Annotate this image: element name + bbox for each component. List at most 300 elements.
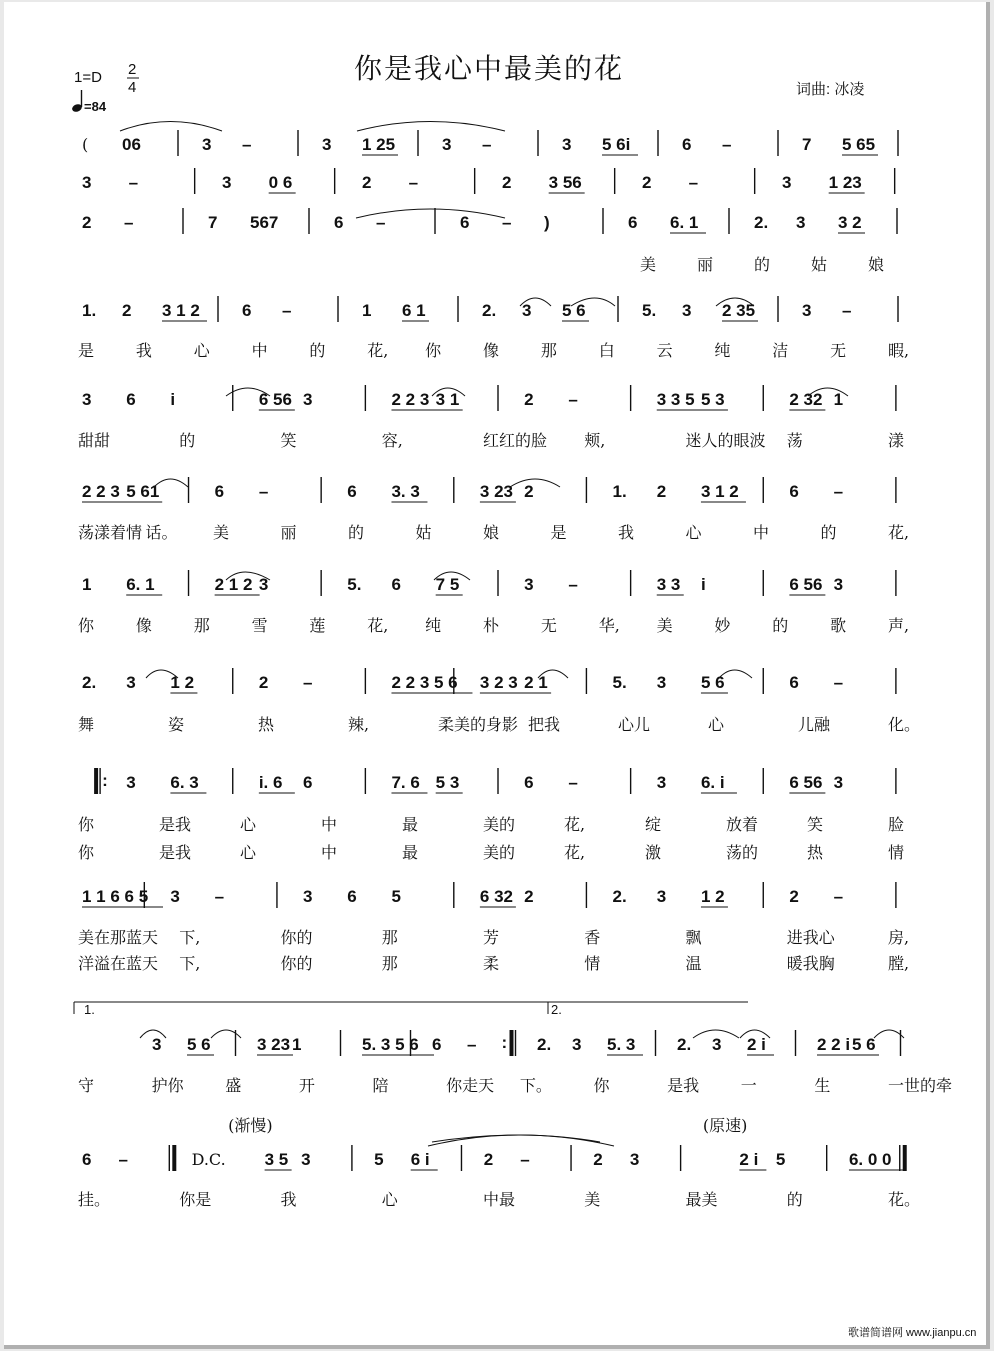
lyric-syllable: 花, [888, 523, 910, 542]
note-group: 5 6 [852, 1035, 876, 1054]
note-group: 6. 0 0 [848, 1150, 892, 1169]
note-group: 2 [656, 482, 667, 501]
note-group: 6 [347, 482, 357, 501]
note-group: 6 [347, 887, 357, 906]
lyric-syllable: 你是 [179, 1190, 212, 1209]
note-group: 1 [362, 301, 372, 320]
note-group: 2 [82, 213, 92, 232]
note-group: 2 [483, 1150, 494, 1169]
lyric-syllable-verse2: 你 [78, 843, 95, 862]
note-group: 1 25 [362, 135, 396, 154]
note-group: 3 1 2 [700, 482, 739, 501]
note-group: 7 [208, 213, 218, 232]
note-group: 3 [322, 135, 332, 154]
lyric-syllable: 花, [367, 341, 389, 360]
note-group: 5 65 [842, 135, 876, 154]
note-group: 3 [442, 135, 452, 154]
lyric-syllable: 雪 [251, 616, 268, 635]
lyric-syllable: 你 [78, 616, 95, 635]
lyric-syllable-verse2: 膛, [888, 954, 910, 973]
note-group: 2. [612, 887, 627, 906]
note-group: 3 [712, 1035, 722, 1054]
watermark: 歌谱简谱网 www.jianpu.cn [848, 1327, 977, 1339]
note-group: 5. 3 5 6 [362, 1035, 419, 1054]
lyric-syllable: 辣, [348, 715, 370, 734]
note-group: 2 i [739, 1150, 759, 1169]
lyric-syllable: 的 [348, 523, 365, 542]
note-group: 3 [629, 1150, 640, 1169]
lyric-syllable: 华, [598, 616, 620, 635]
note-group: 5 6 [187, 1035, 211, 1054]
note-group: 2 2 3 [82, 482, 120, 501]
note-group: 6 [82, 1150, 92, 1169]
note-group: 2 [524, 482, 534, 501]
note-group: 3 [82, 390, 92, 409]
note-group: 2 32 [789, 390, 823, 409]
lyric-syllable: 丽 [280, 523, 297, 542]
lyric-syllable: 那 [381, 928, 398, 947]
lyric-syllable: 美 [640, 255, 657, 274]
note-group: i [700, 575, 706, 594]
note-group: 2 [593, 1150, 603, 1169]
lyric-syllable: 心 [240, 815, 257, 834]
note-group: – [520, 1150, 530, 1169]
lyric-syllable: 舞 [78, 715, 95, 734]
note-group: 3 [303, 390, 313, 409]
lyric-syllable: 漾 [888, 431, 905, 450]
volta-2-label: 2. [551, 1002, 562, 1017]
lyric-syllable: 的 [820, 523, 837, 542]
lyric-syllable: 我 [618, 523, 635, 542]
note-group: 1 [833, 390, 844, 409]
lyric-syllable-verse2: 激 [645, 843, 662, 862]
lyric-syllable: 容, [381, 431, 403, 450]
lyric-syllable-verse2: 花, [564, 843, 586, 862]
lyric-syllable: 笑 [280, 431, 297, 450]
lyric-syllable: 进我心 [786, 928, 835, 947]
note-group: 3 [258, 575, 269, 594]
lyric-syllable-verse2: 你的 [280, 954, 313, 973]
note-group: – [833, 482, 844, 501]
lyric-syllable: 一世的牵 [888, 1076, 953, 1095]
note-group: 3 [522, 301, 532, 320]
lyric-syllable: 的 [179, 431, 196, 450]
note-group: 1 23 [828, 173, 862, 192]
lyric-syllable: 像 [135, 616, 152, 635]
lyric-syllable-verse2: 情 [888, 843, 905, 862]
note-group: 567 [250, 213, 279, 232]
lyric-syllable-verse2: 洋溢在蓝天 [78, 954, 159, 973]
lyric-syllable: 白 [598, 341, 615, 360]
note-group: 3 1 2 [162, 301, 200, 320]
note-group: 3 [656, 773, 667, 792]
lyric-syllable-verse2: 是我 [159, 843, 192, 862]
note-group: 6 [303, 773, 313, 792]
lyric-syllable: 姑 [415, 523, 432, 542]
note-group: 2 i [747, 1035, 766, 1054]
note-group: 5 3 [435, 773, 460, 792]
note-group: 2 [789, 887, 799, 906]
note-group: 2. [754, 213, 769, 232]
note-group: 2 2 i [817, 1035, 851, 1054]
lyric-syllable: 儿融 [798, 715, 831, 734]
bracket: ( [82, 135, 89, 154]
lyric-syllable: 像 [483, 341, 500, 360]
note-group: 6 [682, 135, 692, 154]
lyric-syllable: 你 [78, 815, 95, 834]
lyric-syllable: 中 [321, 815, 338, 834]
note-group: – [502, 213, 512, 232]
note-group: 5 [391, 887, 401, 906]
repeat-dots: : [501, 1033, 508, 1052]
lyric-syllable: 香 [584, 928, 601, 947]
note-group: 5 [775, 1150, 786, 1169]
lyric-syllable: 我 [135, 341, 152, 360]
lyric-syllable: 美 [656, 616, 673, 635]
lyric-syllable: 的 [786, 1190, 803, 1209]
lyric-syllable: 颊, [584, 431, 606, 450]
note-group: 6 [524, 773, 534, 792]
lyric-syllable: 我 [280, 1190, 297, 1209]
lyric-syllable: 挂。 [78, 1190, 111, 1209]
lyric-syllable: 花, [367, 616, 389, 635]
note-group: 6 56 [258, 390, 292, 409]
note-group: 6 [391, 575, 401, 594]
lyric-syllable: 莲 [309, 616, 326, 635]
note-group: 5. [612, 673, 627, 692]
note-group: 1. [82, 301, 97, 320]
lyric-syllable: 你的 [280, 928, 313, 947]
note-group: 6 [789, 673, 799, 692]
lyric-syllable: 荡漾着情 [78, 523, 143, 542]
note-group: 2 35 [722, 301, 756, 320]
key-signature: 1=D [74, 69, 102, 86]
lyric-syllable: 心 [708, 715, 725, 734]
lyric-syllable: 你 [593, 1076, 610, 1095]
performance-mark: (渐慢) [228, 1116, 273, 1135]
lyric-syllable: 云 [656, 341, 673, 360]
lyric-syllable: 甜甜 [78, 431, 111, 450]
lyric-syllable: 美 [584, 1190, 601, 1209]
note-group: 6 1 [402, 301, 426, 320]
note-group: 3 [202, 135, 212, 154]
lyric-syllable: 守 [78, 1076, 95, 1095]
lyric-syllable: 护你 [151, 1076, 184, 1095]
bracket: ) [544, 213, 550, 232]
note-group: 2 [524, 390, 534, 409]
note-group: 3 23 [479, 482, 513, 501]
note-group: 6 56 [789, 575, 823, 594]
lyric-syllable: 丽 [697, 255, 714, 274]
lyric-syllable: 最 [402, 815, 419, 834]
note-group: – [214, 887, 225, 906]
note-group: – [568, 390, 578, 409]
note-group: – [303, 673, 313, 692]
note-group: 5 [374, 1150, 384, 1169]
credits: 词曲: 冰凌 [796, 81, 865, 98]
lyric-syllable: 纯 [425, 616, 442, 635]
lyric-syllable: 飘 [685, 928, 702, 947]
lyric-syllable: 心儿 [618, 715, 651, 734]
note-group: – [242, 135, 252, 154]
note-group: 6. 1 [670, 213, 699, 232]
note-group: 7. 6 [391, 773, 420, 792]
note-group: 3 [572, 1035, 582, 1054]
time-signature-bottom: 4 [128, 79, 137, 96]
note-group: 1 [292, 1035, 302, 1054]
note-group: 3 2 [838, 213, 862, 232]
lyric-syllable: 心 [193, 341, 210, 360]
lyric-syllable: 下, [179, 928, 201, 947]
lyric-syllable: 无 [830, 341, 847, 360]
note-group: – [118, 1150, 128, 1169]
note-group: 6 [628, 213, 638, 232]
note-group: 6. 3 [170, 773, 199, 792]
lyric-syllable: 中最 [483, 1190, 516, 1209]
lyric-syllable: 房, [888, 928, 910, 947]
note-group: 3 [82, 173, 92, 192]
note-group: 3 3 [656, 575, 681, 594]
lyric-syllable-verse2: 下, [179, 954, 201, 973]
note-group: 2 [122, 301, 132, 320]
lyric-syllable: 姑 [811, 255, 828, 274]
lyric-syllable: 美的 [483, 815, 516, 834]
lyric-syllable: 无 [540, 616, 557, 635]
lyric-syllable-verse2: 美的 [483, 843, 516, 862]
lyric-syllable: 迷人的眼波 [685, 431, 766, 450]
note-group: 3 [524, 575, 534, 594]
note-group: – [722, 135, 732, 154]
lyric-syllable: 娘 [868, 255, 885, 274]
note-group: 6 [214, 482, 225, 501]
notes-layer [82, 130, 905, 1171]
note-group: 6 [334, 213, 344, 232]
lyric-syllable: 红红的脸 [483, 431, 548, 450]
lyric-syllable: 的 [772, 616, 789, 635]
note-group: 2. [482, 301, 497, 320]
lyric-syllable: 中 [753, 523, 770, 542]
lyric-syllable-verse2: 热 [807, 843, 824, 862]
lyric-syllable: 声, [888, 616, 910, 635]
lyric-syllable: 绽 [645, 815, 662, 834]
note-group: 7 [802, 135, 812, 154]
note-group: 3 [170, 887, 180, 906]
note-group: 3 [303, 887, 313, 906]
note-group: – [124, 213, 134, 232]
time-signature-top: 2 [128, 61, 137, 78]
lyric-syllable-verse2: 荡的 [726, 843, 759, 862]
performance-mark: (原速) [702, 1116, 748, 1135]
lyric-syllable-verse2: 温 [685, 954, 702, 973]
note-group: 0 6 [268, 173, 293, 192]
lyric-syllable: 生 [814, 1076, 831, 1095]
note-group: – [568, 773, 578, 792]
note-group: 5. [347, 575, 362, 594]
note-group: 3 [782, 173, 792, 192]
lyric-syllable-verse2: 暖我胸 [786, 954, 835, 973]
note-group: 3 [802, 301, 812, 320]
song-title: 你是我心中最美的花 [354, 52, 625, 85]
note-group: 6 i [410, 1150, 430, 1169]
lyric-syllable: 荡 [786, 431, 803, 450]
note-group: 2 [362, 173, 372, 192]
note-group: 3 [152, 1035, 162, 1054]
note-group: 5 61 [126, 482, 160, 501]
note-group: 3 [126, 673, 136, 692]
quarter-note-icon [71, 90, 83, 113]
note-group: 2. [82, 673, 97, 692]
note-group: 6. i [700, 773, 725, 792]
note-group: 1. [612, 482, 627, 501]
note-group: 3 [656, 887, 667, 906]
lyric-syllable: 那 [540, 341, 557, 360]
lyric-syllable: 姿 [168, 715, 185, 734]
volta-1-label: 1. [84, 1002, 95, 1017]
note-group: 3 56 [548, 173, 582, 192]
note-group: – [688, 173, 699, 192]
note-group: – [482, 135, 492, 154]
note-group: 3. 3 [391, 482, 420, 501]
lyric-syllable: 花。 [888, 1190, 921, 1209]
note-group: 1 2 [700, 887, 725, 906]
lyric-syllable-verse2: 心 [240, 843, 257, 862]
lyric-syllable-verse2: 情 [584, 954, 601, 973]
note-group: 5 6i [602, 135, 631, 154]
lyric-syllable: 中 [251, 341, 268, 360]
note-group: 3 [222, 173, 232, 192]
note-group: – [833, 673, 844, 692]
lyric-syllable-verse2: 中 [321, 843, 338, 862]
tempo-marking: =84 [84, 99, 107, 114]
lyric-syllable: 暇, [888, 341, 910, 360]
note-group: – [128, 173, 139, 192]
lyric-syllable: 是 [550, 523, 567, 542]
note-group: 2 [524, 887, 534, 906]
lyric-syllable: 开 [298, 1076, 315, 1095]
note-group: 6 32 [479, 887, 513, 906]
note-group: 2 1 2 [214, 575, 253, 594]
note-group: – [568, 575, 578, 594]
note-group: 5 6 [562, 301, 586, 320]
note-group: 6 [789, 482, 799, 501]
note-group: 3 [562, 135, 572, 154]
lyric-syllable: 芳 [483, 928, 500, 947]
note-group: 3 5 [264, 1150, 289, 1169]
note-group: 5 3 [700, 390, 725, 409]
lyric-syllable: 心 [381, 1190, 398, 1209]
volta-brackets [74, 1002, 748, 1014]
note-group: 6 [126, 390, 136, 409]
lyric-syllable: 话。 [145, 523, 178, 542]
lyric-syllable: 最美 [685, 1190, 718, 1209]
note-group: 5. [642, 301, 657, 320]
lyric-syllable-verse2: 那 [381, 954, 398, 973]
lyric-syllable: 是我 [667, 1076, 700, 1095]
note-group: – [258, 482, 269, 501]
note-group: 3 23 [257, 1035, 291, 1054]
repeat-dots: : [102, 771, 108, 790]
note-group: – [842, 301, 852, 320]
note-group: 3 [656, 673, 667, 692]
lyric-syllable: 歌 [830, 616, 847, 635]
note-group: – [282, 301, 292, 320]
lyric-syllable: 是我 [159, 815, 192, 834]
note-group: 1 2 [170, 673, 195, 692]
note-group: 1 [82, 575, 92, 594]
note-group: – [467, 1035, 477, 1054]
note-group: – [376, 213, 386, 232]
lyric-syllable: 纯 [714, 341, 731, 360]
lyric-syllable: 美在那蓝天 [78, 928, 159, 947]
note-group: 2 2 3 5 6 [391, 673, 458, 692]
lyric-syllable: 花, [564, 815, 586, 834]
note-group: 3 [682, 301, 692, 320]
lyric-syllable: 洁 [772, 341, 789, 360]
performance-mark: D.C. [191, 1150, 226, 1169]
note-group: 6 [242, 301, 252, 320]
lyric-syllable: 美 [213, 523, 230, 542]
lyric-syllable: 你 [425, 341, 442, 360]
lyric-syllable-verse2: 最 [402, 843, 419, 862]
note-group: 3 3 5 [656, 390, 695, 409]
note-group: 3 [301, 1150, 311, 1169]
lyric-syllable: 把我 [528, 715, 561, 734]
note-group: 3 2 3 [479, 673, 518, 692]
lyric-syllable: 妙 [714, 616, 731, 635]
note-group: 3 [796, 213, 806, 232]
note-group: 2. [537, 1035, 552, 1054]
note-group: 06 [122, 135, 141, 154]
note-group: 2. [677, 1035, 692, 1054]
note-group: 5. 3 [607, 1035, 636, 1054]
note-group: 2 2 3 [391, 390, 430, 409]
lyric-syllable: 化。 [888, 715, 921, 734]
note-group: i. 6 [258, 773, 283, 792]
lyric-syllable: 的 [309, 341, 326, 360]
lyric-syllable: 那 [193, 616, 210, 635]
note-group: 2 1 [524, 673, 548, 692]
note-group: 7 5 [435, 575, 460, 594]
note-group: 3 1 [435, 390, 460, 409]
note-group: 2 [642, 173, 652, 192]
lyric-syllable: 笑 [807, 815, 824, 834]
note-group: 5 6 [700, 673, 725, 692]
lyric-syllable: 你走天 [446, 1076, 495, 1095]
note-group: 1 1 6 6 5 [82, 887, 149, 906]
note-group: i [170, 390, 176, 409]
note-group: 2 [502, 173, 512, 192]
note-group: 6. 1 [126, 575, 155, 594]
note-group: 2 [258, 673, 269, 692]
lyric-syllable-verse2: 柔 [483, 954, 500, 973]
note-group: 6 [460, 213, 470, 232]
lyric-syllable: 陪 [372, 1076, 389, 1095]
lyric-syllable: 的 [754, 255, 771, 274]
lyric-syllable: 心 [685, 523, 702, 542]
lyric-syllable: 脸 [888, 815, 905, 834]
note-group: 6 56 [789, 773, 823, 792]
lyric-syllable: 热 [258, 715, 275, 734]
note-group: – [833, 887, 844, 906]
lyric-syllable: 朴 [483, 616, 500, 635]
lyric-syllable: 下。 [519, 1076, 552, 1095]
lyric-syllable: 一 [740, 1076, 757, 1095]
note-group: 3 [833, 575, 844, 594]
lyric-syllable: 放着 [726, 815, 759, 834]
note-group: 3 [126, 773, 136, 792]
lyric-syllable: 盛 [225, 1076, 242, 1095]
note-group: 6 [432, 1035, 442, 1054]
